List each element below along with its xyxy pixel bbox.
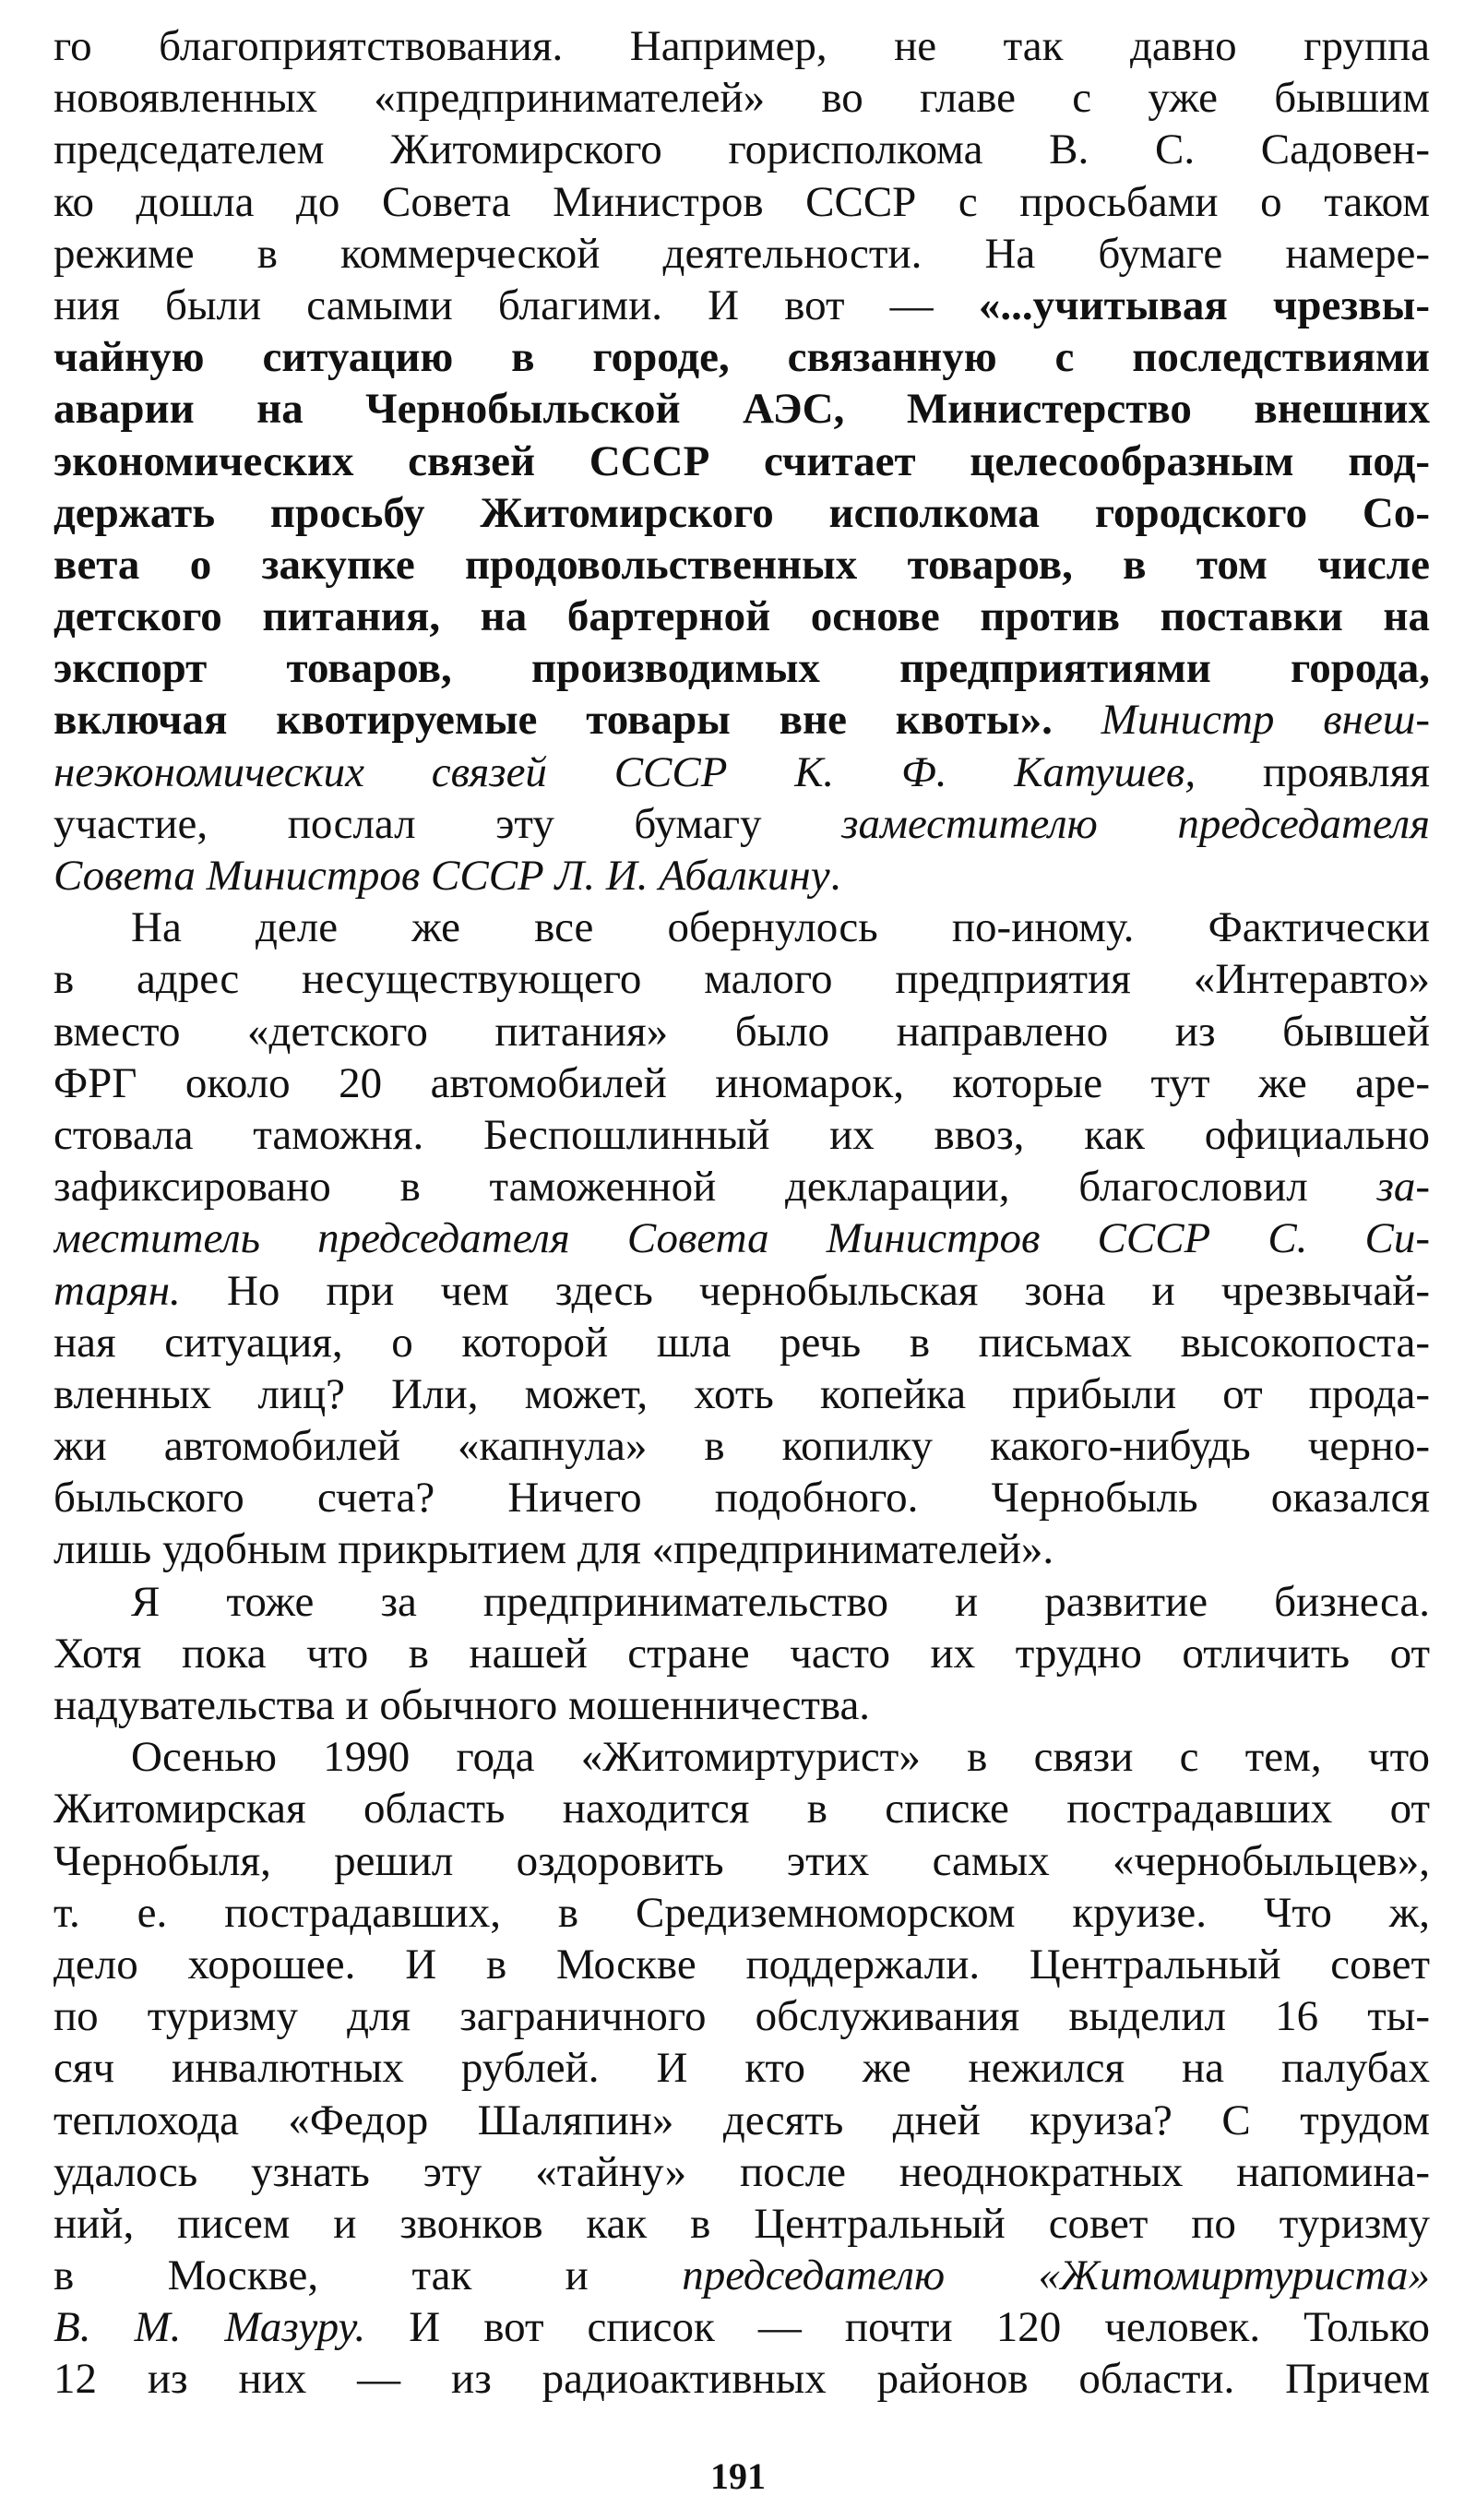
body-text: быльского счета? Ничего подобного. Чернобыль оказался: [54, 1474, 1430, 1523]
body-text: Чернобыля, решил оздоровить этих самых «чернобыльцев»,: [54, 1836, 1430, 1885]
body-text: ния были самыми благими. И вот —: [54, 281, 979, 329]
page-number: 191: [710, 2455, 766, 2497]
body-text: ФРГ около 20 автомобилей иномарок, которые тут же аре-: [54, 1058, 1430, 1107]
text-line: [54, 20, 1430, 72]
body-text: И вот список — почти 120 человек. Только: [365, 2303, 1430, 2352]
bold-quote-text: аварии на Чернобыльской АЭС, Министерство внешних: [54, 385, 1430, 434]
italic-text: заместителю председателя: [841, 799, 1430, 848]
body-text: новоявленных «предпринимателей» во главе с уже бывшим: [54, 74, 1430, 123]
text-line: [54, 539, 1430, 591]
text-line: [54, 383, 1430, 435]
text-line: [54, 2301, 1430, 2353]
body-text: вленных лиц? Или, может, хоть копейка прибыли от прода-: [54, 1369, 1430, 1418]
italic-text: Совета Министров СССР Л. И. Абалкину: [54, 852, 830, 900]
body-text: ная ситуация, о которой шла речь в письмах высокопоста-: [54, 1318, 1430, 1367]
body-text: т. е. пострадавших, в Средиземноморском круизе. Что ж,: [54, 1888, 1430, 1937]
text-line: [54, 1420, 1430, 1472]
text-line: [54, 1939, 1430, 1990]
text-line: [54, 953, 1430, 1005]
text-line: [54, 1523, 1430, 1575]
italic-text: председателю «Житомиртуриста»: [682, 2251, 1430, 2300]
text-line: [54, 331, 1430, 383]
body-text: Хотя пока что в нашей стране часто их трудно отличить от: [54, 1629, 1430, 1678]
text-line: [54, 1006, 1430, 1057]
bold-quote-text: держать просьбу Житомирского исполкома городского Со-: [54, 488, 1430, 537]
body-text: го благоприятствования. Например, не так давно группа: [54, 22, 1430, 70]
text-line: [54, 642, 1430, 694]
text-line: [54, 2250, 1430, 2301]
body-text: в Москве, так и: [54, 2251, 683, 2300]
text-line: [54, 798, 1430, 850]
text-line: [54, 176, 1430, 228]
text-line: [54, 124, 1430, 175]
body-text: жи автомобилей «капнула» в копилку какого-нибудь черно-: [54, 1422, 1430, 1471]
text-line: [54, 1576, 1430, 1628]
italic-text: Министр внеш-: [1052, 696, 1430, 745]
body-text: зафиксировано в таможенной декларации, благословил: [54, 1163, 1377, 1212]
body-text: .: [829, 852, 841, 900]
body-text: дело хорошее. И в Москве поддержали. Центральный совет: [54, 1940, 1430, 1989]
text-line: [54, 1887, 1430, 1939]
body-text: удалось узнать эту «тайну» после неоднократных напомина-: [54, 2147, 1430, 2196]
bold-quote-text: включая квотируемые товары вне квоты».: [54, 696, 1053, 745]
body-text: проявляя: [1196, 747, 1430, 796]
italic-text: за-: [1376, 1163, 1430, 1212]
body-text: в адрес несуществующего малого предприятия «Интеравто»: [54, 955, 1430, 1004]
text-line: [54, 1368, 1430, 1420]
body-text: ний, писем и звонков как в Центральный совет по туризму: [54, 2199, 1430, 2248]
text-line: [54, 436, 1430, 487]
text-line: [54, 2198, 1430, 2250]
text-line: [54, 1161, 1430, 1212]
text-line: [54, 2042, 1430, 2094]
text-line: [54, 1628, 1430, 1679]
italic-text: тарян.: [54, 1266, 181, 1315]
text-line: [54, 72, 1430, 124]
text-line: [54, 487, 1430, 539]
text-line: [54, 1679, 1430, 1731]
text-line: [54, 1731, 1430, 1783]
text-line: [54, 850, 1430, 902]
text-line: [54, 280, 1430, 331]
bold-quote-text: экспорт товаров, производимых предприятиями города,: [54, 644, 1430, 693]
text-line: [54, 1990, 1430, 2042]
body-text: Но при чем здесь чернобыльская зона и чрезвычай-: [180, 1266, 1430, 1315]
body-text: надувательства и обычного мошенничества.: [54, 1681, 871, 1729]
text-line: [54, 2146, 1430, 2198]
body-text: председателем Житомирского горисполкома В. С. Садовен-: [54, 125, 1430, 174]
body-text: сяч инвалютных рублей. И кто же нежился на палубах: [54, 2044, 1430, 2093]
text-line: [54, 1057, 1430, 1109]
body-text: ко дошла до Совета Министров СССР с просьбами о таком: [54, 177, 1430, 226]
italic-text: неэкономических связей СССР К. Ф. Катушев,: [54, 747, 1196, 796]
text-line: [54, 746, 1430, 798]
bold-quote-text: «...учитывая чрезвы-: [978, 281, 1430, 329]
text-line: [54, 2095, 1430, 2146]
text-line: [54, 1317, 1430, 1368]
body-text: Осенью 1990 года «Житомиртурист» в связи с тем, что: [131, 1733, 1430, 1782]
text-line: [54, 1472, 1430, 1523]
body-text: вместо «детского питания» было направлено из бывшей: [54, 1007, 1430, 1056]
body-text: 12 из них — из радиоактивных районов области. Причем: [54, 2355, 1430, 2404]
text-line: [54, 228, 1430, 280]
bold-quote-text: экономических связей СССР считает целесообразным под-: [54, 436, 1430, 485]
body-text: теплохода «Федор Шаляпин» десять дней круиза? С трудом: [54, 2096, 1430, 2144]
text-line: [54, 694, 1430, 746]
body-text: На деле же все обернулось по-иному. Фактически: [131, 903, 1430, 952]
text-line: [54, 591, 1430, 642]
page-body: [54, 20, 1430, 2406]
text-line: [54, 1212, 1430, 1264]
text-line: [54, 1265, 1430, 1317]
text-line: [54, 902, 1430, 953]
text-line: [54, 2353, 1430, 2405]
text-line: [54, 1783, 1430, 1834]
italic-text: В. М. Мазуру.: [54, 2303, 366, 2352]
body-text: участие, послал эту бумагу: [54, 799, 842, 848]
bold-quote-text: детского питания, на бартерной основе против поставки на: [54, 592, 1430, 641]
body-text: режиме в коммерческой деятельности. На бумаге намере-: [54, 229, 1430, 278]
italic-text: меститель председателя Совета Министров СССР С. Си-: [54, 1214, 1430, 1263]
text-line: [54, 1835, 1430, 1887]
body-text: стовала таможня. Беспошлинный их ввоз, как официально: [54, 1110, 1430, 1159]
body-text: лишь удобным прикрытием для «предпринимателей».: [54, 1525, 1054, 1574]
body-text: по туризму для заграничного обслуживания выделил 16 ты-: [54, 1992, 1430, 2041]
body-text: Житомирская область находится в списке пострадавших от: [54, 1785, 1430, 1833]
bold-quote-text: вета о закупке продовольственных товаров, в том числе: [54, 540, 1430, 589]
text-line: [54, 1109, 1430, 1161]
bold-quote-text: чайную ситуацию в городе, связанную с последствиями: [54, 333, 1430, 382]
body-text: Я тоже за предпринимательство и развитие бизнеса.: [131, 1577, 1430, 1626]
